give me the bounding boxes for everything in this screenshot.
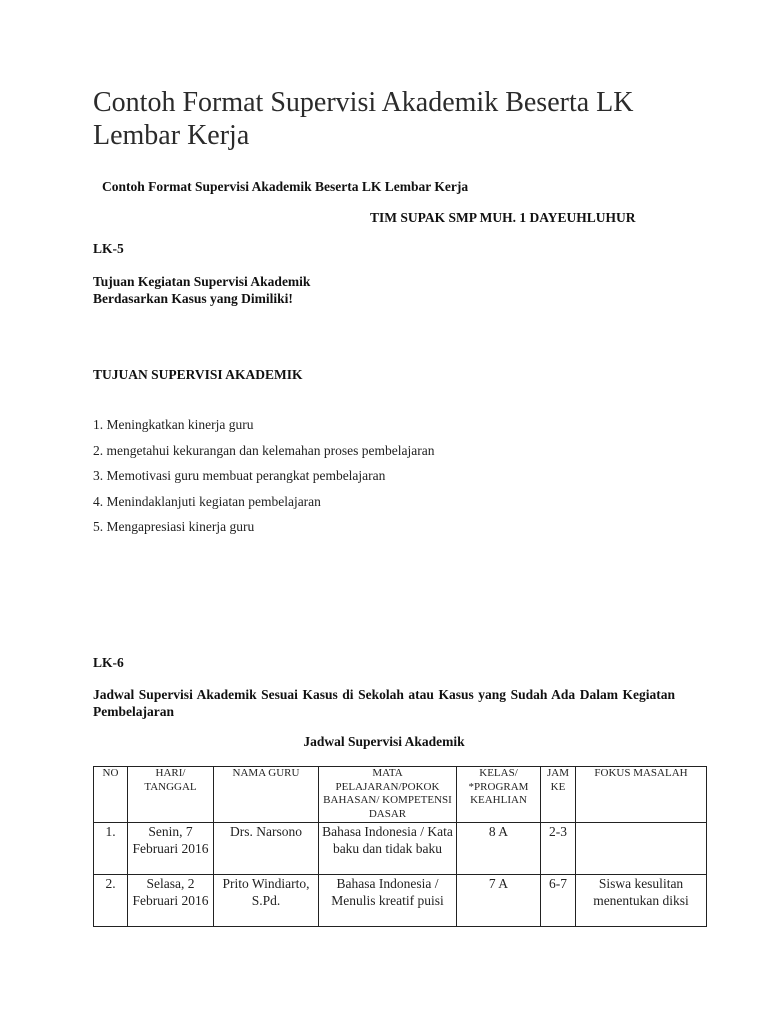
lk5-label: LK-5 [93, 241, 124, 256]
cell-kelas: 8 A [457, 823, 541, 875]
goal-item: 3. Memotivasi guru membuat perangkat pembelajaran [93, 468, 386, 483]
table-row [94, 875, 707, 927]
goal-item: 4. Menindaklanjuti kegiatan pembelajaran [93, 493, 321, 509]
goals-list [93, 416, 435, 544]
cell-mapel: Bahasa Indonesia / Menulis kreatif puisi [319, 875, 457, 927]
section-title-tujuan: TUJUAN SUPERVISI AKADEMIK [93, 367, 303, 382]
lk5-heading-line1: Tujuan Kegiatan Supervisi Akademik [93, 274, 311, 289]
column-header-kelas: KELAS/ *PROGRAM KEAHLIAN [457, 767, 541, 823]
document-subtitle: Contoh Format Supervisi Akademik Beserta LK Lembar Kerja [102, 179, 469, 194]
cell-mapel: Bahasa Indonesia / Kata baku dan tidak baku [319, 823, 457, 875]
cell-jam: 6-7 [541, 875, 576, 927]
cell-tanggal: Selasa, 2 Februari 2016 [128, 875, 214, 927]
table-title: Jadwal Supervisi Akademik [303, 734, 465, 749]
column-header-tanggal: HARI/ TANGGAL [128, 767, 214, 823]
column-header-fokus: FOKUS MASALAH [576, 767, 707, 823]
lk6-label: LK-6 [93, 655, 124, 670]
goal-item: 2. mengetahui kekurangan dan kelemahan proses pembelajaran [93, 442, 435, 458]
team-name: TIM SUPAK SMP MUH. 1 DAYEUHLUHUR [370, 210, 636, 225]
cell-guru: Drs. Narsono [214, 823, 319, 875]
cell-guru: Prito Windiarto, S.Pd. [214, 875, 319, 927]
column-header-mapel: MATA PELAJARAN/POKOK BAHASAN/ KOMPETENSI DASAR [319, 767, 457, 823]
schedule-table [93, 766, 707, 927]
column-header-no: NO [94, 767, 128, 823]
cell-no: 1. [94, 823, 128, 875]
lk5-heading-line2: Berdasarkan Kasus yang Dimiliki! [93, 291, 293, 306]
cell-fokus: Siswa kesulitan menentukan diksi [576, 875, 707, 927]
cell-jam: 2-3 [541, 823, 576, 875]
column-header-guru: NAMA GURU [214, 767, 319, 823]
goal-item: 5. Mengapresiasi kinerja guru [93, 519, 255, 534]
column-header-jam: JAM KE [541, 767, 576, 823]
cell-kelas: 7 A [457, 875, 541, 927]
lk6-heading: Jadwal Supervisi Akademik Sesuai Kasus di Sekolah atau Kasus yang Sudah Ada Dalam Kegiatan Pembelajaran [93, 687, 675, 719]
cell-fokus [576, 823, 707, 875]
page-title: Contoh Format Supervisi Akademik Beserta LK Lembar Kerja [93, 87, 634, 151]
goal-item: 1. Meningkatkan kinerja guru [93, 417, 254, 432]
table-header-row [94, 767, 707, 823]
cell-tanggal: Senin, 7 Februari 2016 [128, 823, 214, 875]
cell-no: 2. [94, 875, 128, 927]
lk5-heading [93, 273, 310, 307]
table-row [94, 823, 707, 875]
